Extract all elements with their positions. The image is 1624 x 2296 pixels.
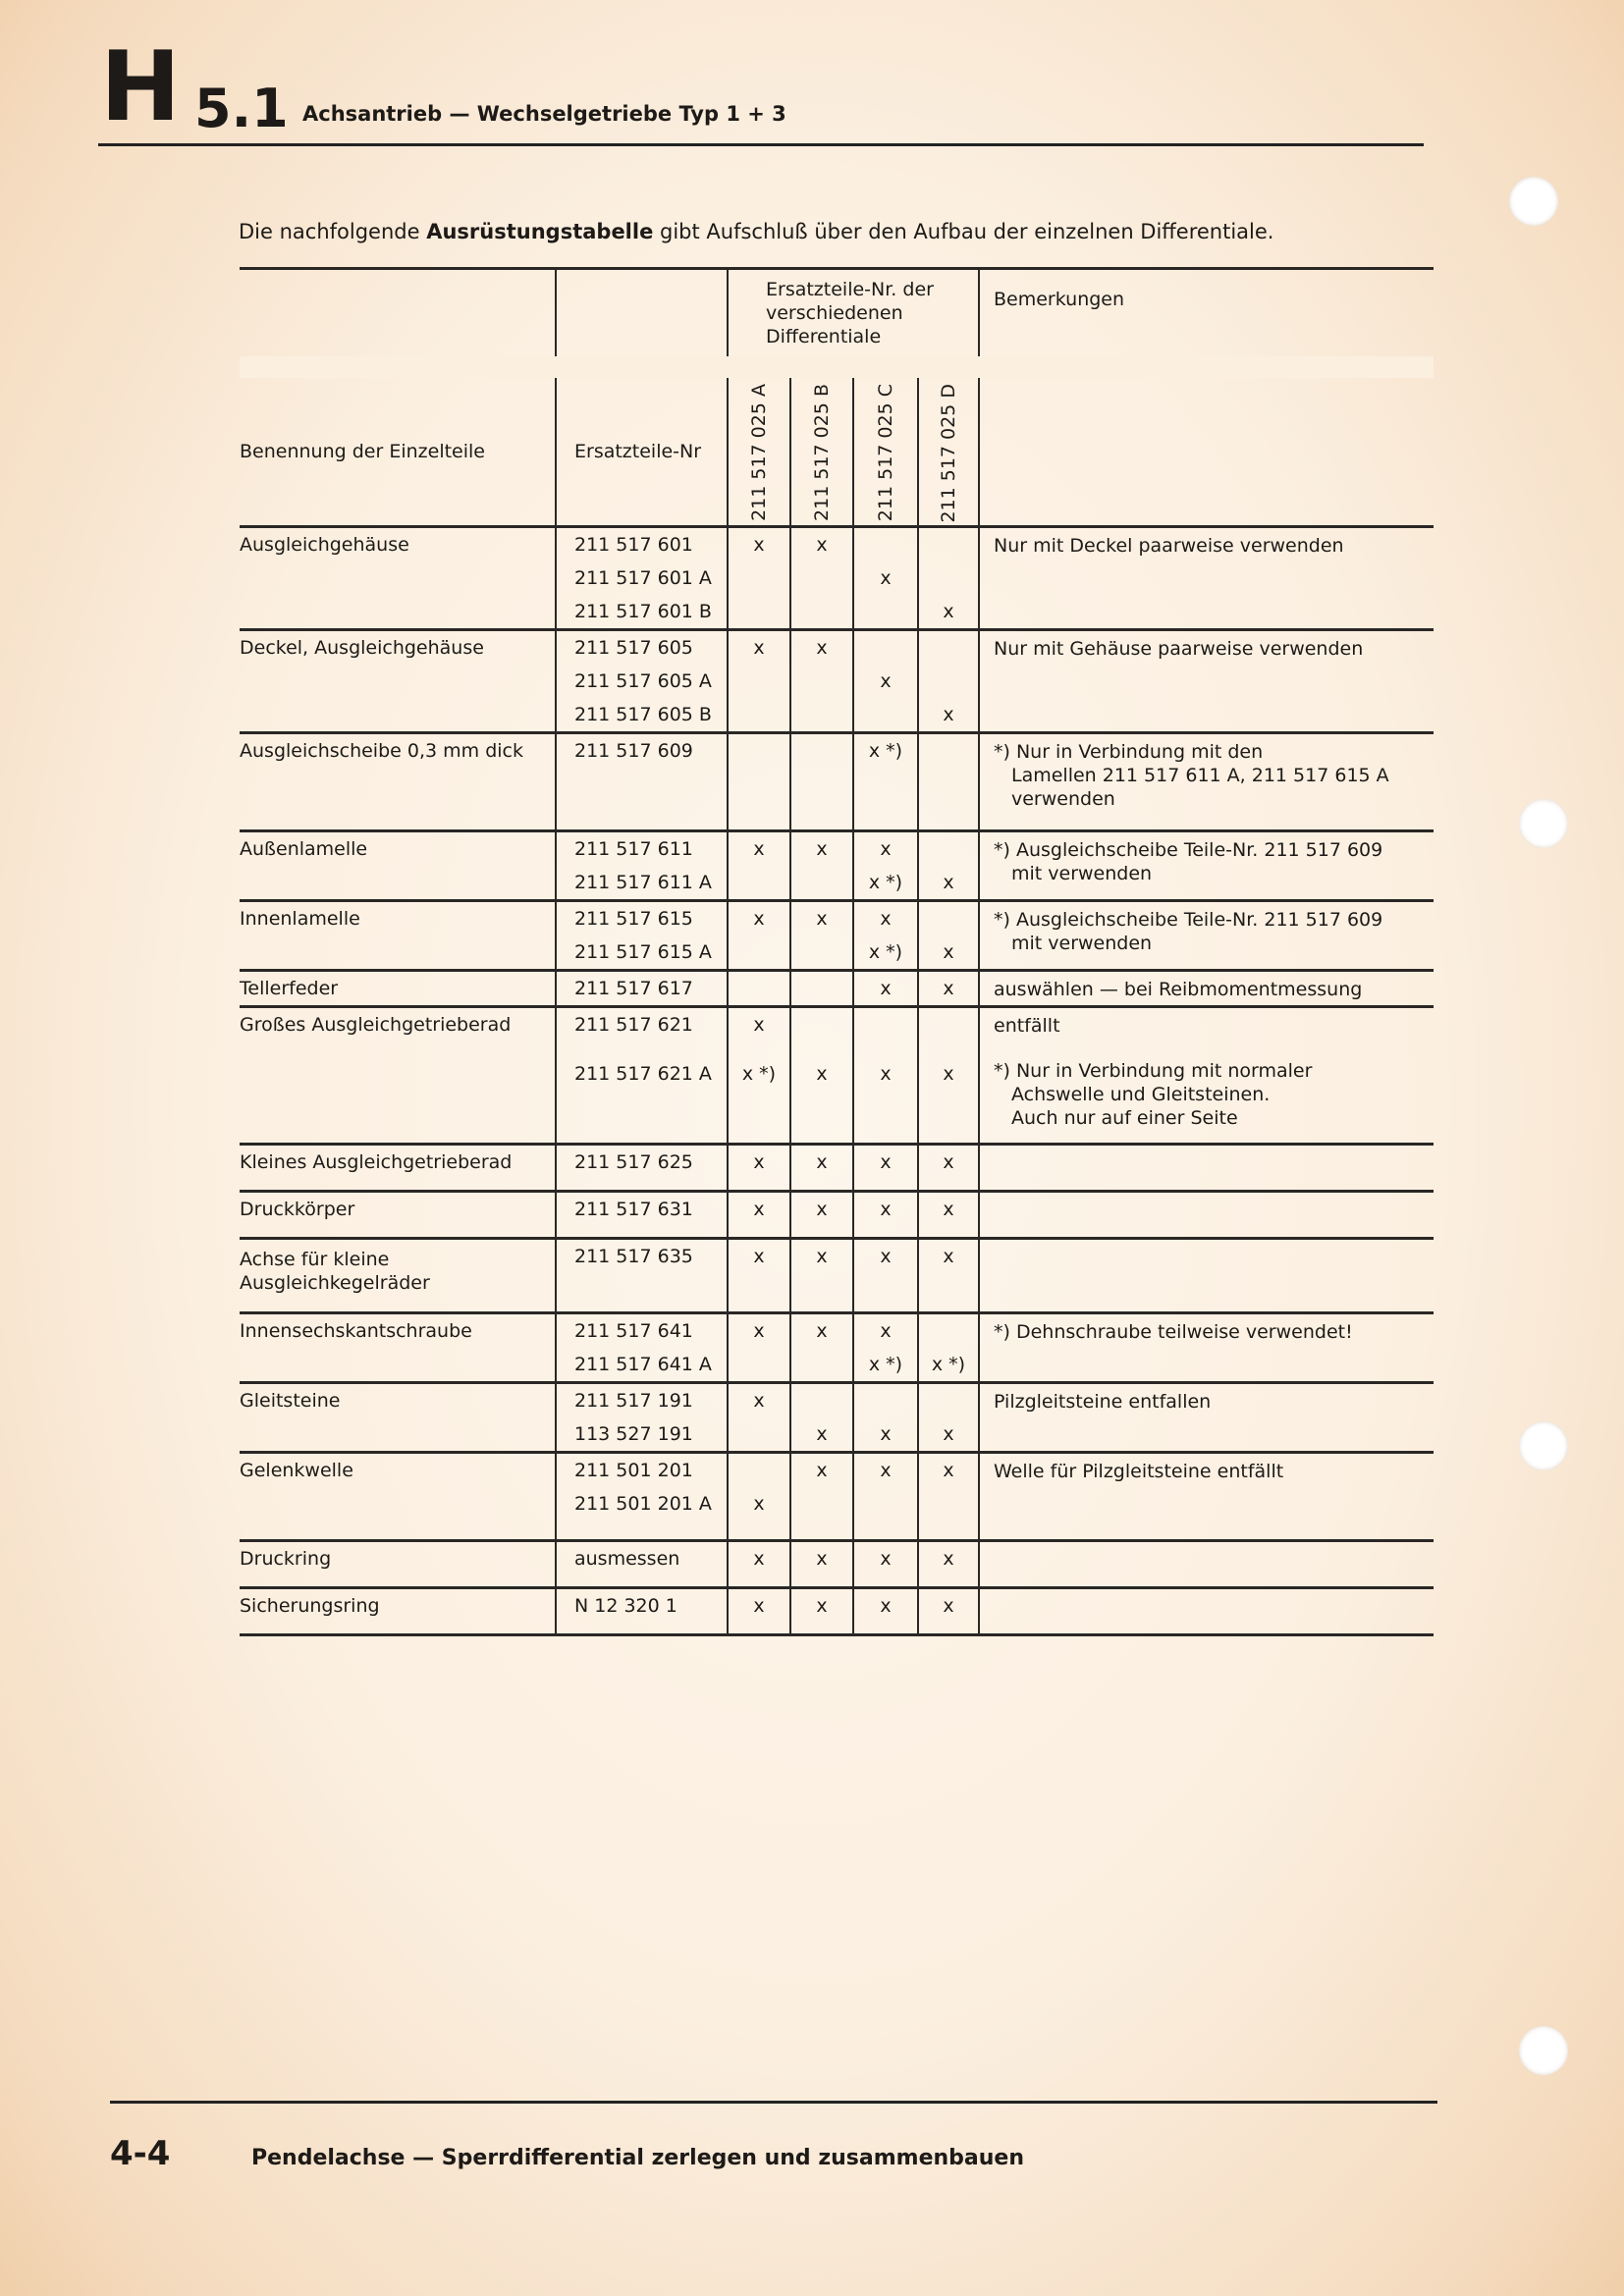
mark: x — [880, 1423, 892, 1445]
section-letter: H — [100, 31, 180, 143]
mark: x — [880, 1246, 892, 1267]
mark: x — [753, 1390, 765, 1412]
remark-line: Achswelle und Gleitsteinen. — [1011, 1084, 1271, 1105]
header-rule — [98, 143, 1424, 146]
table-row — [240, 1541, 1434, 1588]
part-number: 211 517 625 — [574, 1151, 693, 1173]
table-row — [240, 901, 1434, 971]
mark: x — [880, 1460, 892, 1481]
part-name: Druckring — [240, 1548, 332, 1570]
mark: x — [816, 1548, 828, 1570]
mark: x — [816, 1151, 828, 1173]
remark: *) Dehnschraube teilweise verwendet! — [994, 1321, 1353, 1343]
mark: x — [880, 567, 892, 589]
part-number: 211 517 605 B — [574, 704, 712, 725]
part-name: Großes Ausgleichgetrieberad — [240, 1014, 512, 1036]
part-name — [240, 1240, 555, 1295]
remark: Nur mit Gehäuse paarweise verwenden — [994, 638, 1364, 660]
mark: x — [816, 1063, 828, 1085]
mark: x — [753, 534, 765, 556]
part-number: 211 517 601 B — [574, 601, 712, 622]
remark-line: *) Ausgleichscheibe Teile-Nr. 211 517 609 — [994, 839, 1383, 861]
diff-col-b: 211 517 025 B — [811, 384, 833, 521]
section-number: 5.1 — [194, 78, 289, 139]
table-row — [240, 1313, 1434, 1383]
part-number: 211 501 201 A — [574, 1493, 712, 1515]
mark: x — [943, 1460, 954, 1481]
binder-hole — [1519, 2026, 1568, 2075]
part-number: 211 517 641 — [574, 1320, 693, 1342]
part-number: 211 517 615 A — [574, 941, 712, 963]
part-number: 211 517 605 — [574, 637, 693, 659]
table-row — [240, 630, 1434, 733]
remark — [980, 902, 1434, 955]
part-number: 113 527 191 — [574, 1423, 693, 1445]
part-name: Kleines Ausgleichgetrieberad — [240, 1151, 513, 1173]
mark: x — [753, 908, 765, 930]
remark — [980, 1008, 1434, 1130]
part-name: Ausgleichgehäuse — [240, 534, 409, 556]
part-name: Druckkörper — [240, 1199, 355, 1220]
part-name-line: Ausgleichkegelräder — [240, 1272, 430, 1294]
mark: x — [880, 1199, 892, 1220]
table-row — [240, 733, 1434, 831]
mark: x — [753, 1595, 765, 1617]
mark: x — [880, 1548, 892, 1570]
mark: x — [753, 1151, 765, 1173]
remark-line: *) Ausgleichscheibe Teile-Nr. 211 517 609 — [994, 909, 1383, 931]
table-row — [240, 1588, 1434, 1635]
mark: x — [943, 941, 954, 963]
page-number: 4-4 — [110, 2134, 171, 2173]
mark: x — [816, 1460, 828, 1481]
mark: x — [816, 1320, 828, 1342]
mark: x — [753, 637, 765, 659]
remark — [980, 832, 1434, 885]
mark: x — [753, 1014, 765, 1036]
mark: x — [816, 908, 828, 930]
part-name: Gleitsteine — [240, 1390, 341, 1412]
remark-line: *) Nur in Verbindung mit den — [994, 741, 1264, 763]
mark: x — [943, 601, 954, 622]
mark: x *) — [931, 1354, 966, 1375]
part-number: 211 517 609 — [574, 740, 693, 762]
intro-after: gibt Aufschluß über den Aufbau der einzelnen Differentiale. — [660, 220, 1274, 243]
group-header: Ersatzteile-Nr. der verschiedenen Differentiale — [766, 279, 934, 347]
remark-line: mit verwenden — [1011, 863, 1153, 884]
mark: x — [943, 1063, 954, 1085]
intro-sentence — [239, 220, 1273, 243]
mark: x — [753, 1246, 765, 1267]
part-number: 211 517 631 — [574, 1199, 693, 1220]
mark: x — [816, 637, 828, 659]
remark-line: verwenden — [1011, 788, 1115, 810]
mark: x — [943, 704, 954, 725]
section-header — [98, 31, 1424, 147]
mark: x — [880, 978, 892, 999]
intro-bold: Ausrüstungstabelle — [426, 220, 654, 243]
remark: auswählen — bei Reibmomentmessung — [994, 979, 1363, 1000]
footer-title: Pendelachse — Sperrdifferential zerlegen und zusammenbauen — [251, 2146, 1025, 2170]
table-row — [240, 1192, 1434, 1239]
mark: x — [943, 1199, 954, 1220]
mark: x — [753, 1199, 765, 1220]
col-header-partno: Ersatzteile-Nr — [574, 441, 702, 462]
mark: x *) — [868, 941, 903, 963]
remark: Nur mit Deckel paarweise verwenden — [994, 535, 1344, 557]
part-name: Außenlamelle — [240, 838, 368, 860]
binder-hole — [1509, 177, 1558, 226]
part-name: Innensechskantschraube — [240, 1320, 472, 1342]
mark: x — [943, 978, 954, 999]
mark: x — [753, 838, 765, 860]
remark-line: Auch nur auf einer Seite — [1011, 1107, 1238, 1129]
table-row — [240, 1007, 1434, 1145]
table-row — [240, 1239, 1434, 1313]
mark: x — [880, 1151, 892, 1173]
part-name-line: Achse für kleine — [240, 1249, 390, 1270]
part-name: Gelenkwelle — [240, 1460, 353, 1481]
part-number: 211 517 641 A — [574, 1354, 712, 1375]
mark: x — [943, 1423, 954, 1445]
mark: x — [753, 1320, 765, 1342]
mark: x — [753, 1548, 765, 1570]
diff-col-a: 211 517 025 A — [748, 384, 770, 521]
table-row — [240, 1383, 1434, 1453]
mark: x *) — [868, 1354, 903, 1375]
part-number: 211 517 621 A — [574, 1063, 712, 1085]
mark: x — [816, 1199, 828, 1220]
mark: x — [943, 1246, 954, 1267]
part-number: 211 517 611 A — [574, 872, 712, 893]
part-number: ausmessen — [574, 1548, 680, 1570]
mark: x *) — [868, 872, 903, 893]
equipment-table — [240, 267, 1434, 1636]
part-number: 211 517 617 — [574, 978, 693, 999]
remark-line: entfällt — [994, 1015, 1060, 1037]
mark: x — [816, 838, 828, 860]
mark: x — [880, 838, 892, 860]
mark: x — [816, 534, 828, 556]
mark: x — [816, 1423, 828, 1445]
binder-hole — [1519, 1421, 1568, 1470]
section-title: Achsantrieb — Wechselgetriebe Typ 1 + 3 — [302, 102, 786, 126]
mark: x — [943, 1548, 954, 1570]
mark: x — [880, 1320, 892, 1342]
mark: x — [816, 1246, 828, 1267]
part-number: N 12 320 1 — [574, 1595, 677, 1617]
part-number: 211 501 201 — [574, 1460, 693, 1481]
remark — [980, 734, 1434, 811]
part-number: 211 517 605 A — [574, 670, 712, 692]
mark: x — [943, 1151, 954, 1173]
mark: x — [943, 872, 954, 893]
part-name: Tellerfeder — [240, 978, 339, 999]
part-number: 211 517 635 — [574, 1246, 693, 1267]
remark-line: Lamellen 211 517 611 A, 211 517 615 A — [1011, 765, 1389, 786]
diff-col-d: 211 517 025 D — [938, 384, 959, 523]
part-name: Ausgleichscheibe 0,3 mm dick — [240, 740, 523, 762]
mark: x — [943, 1595, 954, 1617]
table-row — [240, 971, 1434, 1007]
part-name: Innenlamelle — [240, 908, 360, 930]
part-name: Deckel, Ausgleichgehäuse — [240, 637, 484, 659]
mark: x *) — [741, 1063, 777, 1085]
part-number: 211 517 191 — [574, 1390, 693, 1412]
remark: Pilzgleitsteine entfallen — [994, 1391, 1212, 1413]
remark-line: mit verwenden — [1011, 933, 1153, 954]
table-row — [240, 1453, 1434, 1541]
mark: x — [816, 1595, 828, 1617]
mark: x — [753, 1493, 765, 1515]
table-row — [240, 1145, 1434, 1192]
mark: x — [880, 1063, 892, 1085]
intro-before: Die nachfolgende — [239, 220, 420, 243]
remark: Welle für Pilzgleitsteine entfällt — [994, 1461, 1284, 1482]
part-number: 211 517 601 A — [574, 567, 712, 589]
diff-col-c: 211 517 025 C — [875, 384, 896, 522]
remarks-header: Bemerkungen — [994, 289, 1125, 310]
part-number: 211 517 601 — [574, 534, 693, 556]
col-header-name: Benennung der Einzelteile — [240, 441, 485, 462]
mark: x *) — [868, 740, 903, 762]
part-number: 211 517 611 — [574, 838, 693, 860]
mark: x — [880, 908, 892, 930]
table-row — [240, 527, 1434, 630]
binder-hole — [1519, 799, 1568, 848]
mark: x — [880, 670, 892, 692]
part-number: 211 517 615 — [574, 908, 693, 930]
remark-line: *) Nur in Verbindung mit normaler — [994, 1060, 1313, 1082]
mark: x — [880, 1595, 892, 1617]
table-row — [240, 831, 1434, 901]
part-number: 211 517 621 — [574, 1014, 693, 1036]
part-name: Sicherungsring — [240, 1595, 380, 1617]
footer-rule — [110, 2101, 1437, 2104]
